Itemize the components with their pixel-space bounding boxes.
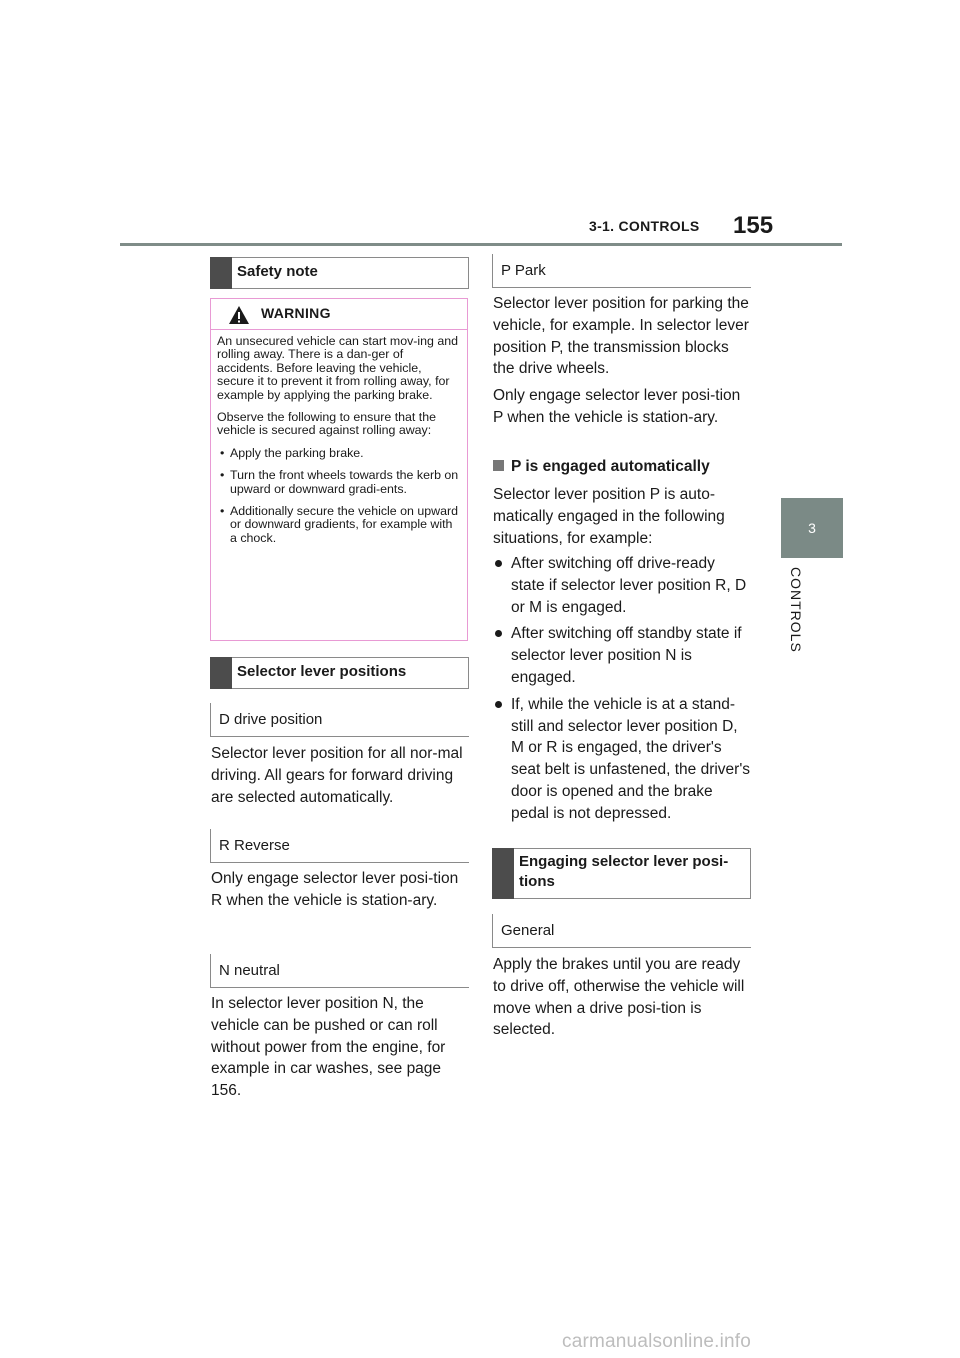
general-text: Apply the brakes until you are ready to drive off, otherwise the vehicle will move when a drive posi-tion is selected. [493,956,745,1039]
warning-paragraph: An unsecured vehicle can start mov-ing and rolling away. There is a dan-ger of accidents. Before leaving the vehicle, secure it to prevent it from rolling away, for example by applying the parking brake. [217,334,459,402]
chapter-number: 3 [808,520,816,536]
auto-engage-heading [493,458,751,476]
general-heading [492,914,751,948]
square-bullet-icon [493,460,504,471]
engaging-positions-title: Engaging selector lever posi-tions [519,853,729,890]
auto-engage-title: P is engaged automatically [511,458,710,475]
warning-paragraph: Observe the following to ensure that the vehicle is secured against rolling away: [217,410,437,438]
chapter-label: CONTROLS [788,567,804,653]
n-neutral-heading [210,954,469,988]
warning-list [217,447,461,545]
safety-note-title: Safety note [237,263,318,280]
warning-header [211,299,467,330]
heading-block [492,848,514,899]
chapter-tab [781,498,843,558]
warning-body [217,335,461,554]
general-title: General [501,922,555,939]
r-reverse-text: Only engage selector lever posi-tion R when the vehicle is station-ary. [211,870,459,909]
p-park-heading [492,254,751,288]
auto-engage-item: After switching off drive-ready state if selector lever position R, D or M is engaged. [493,553,751,618]
auto-engage-list [493,553,751,830]
heading-block [210,657,232,689]
warning-list-item: • Apply the parking brake. [217,447,461,460]
d-drive-heading [210,703,469,737]
section-header: 3-1. CONTROLS [589,218,700,234]
d-drive-title: D drive position [219,711,323,728]
warning-list-item: • Additionally secure the vehicle on upward or downward gradients, for example with a chock. [217,505,461,545]
watermark: carmanualsonline.info [562,1331,752,1352]
auto-engage-item: After switching off standby state if selector lever position N is engaged. [493,623,751,688]
warning-box [210,298,468,641]
safety-note-heading [210,257,469,289]
p-park-title: P Park [501,262,546,279]
selector-positions-title: Selector lever positions [237,663,407,680]
p-park-text-2: Only engage selector lever posi-tion P when the vehicle is station-ary. [493,387,741,426]
warning-triangle-icon [228,305,250,325]
page-number: 155 [733,212,774,239]
auto-engage-item: If, while the vehicle is at a stand-still and selector lever position D, M or R is engaged, the driver's seat belt is unfastened, the driver's door is opened and the brake pedal is not depressed. [493,694,751,825]
selector-positions-heading [210,657,469,689]
d-drive-text: Selector lever position for all nor-mal driving. All gears for forward driving are selected automatically. [211,745,463,806]
r-reverse-title: R Reverse [219,837,290,854]
heading-block [210,257,232,289]
n-neutral-title: N neutral [219,962,280,979]
auto-engage-intro: Selector lever position P is auto-matically engaged in the following situations, for example: [493,486,725,547]
p-park-text: Selector lever position for parking the vehicle, for example. In selector lever position P, the transmission blocks the drive wheels. [493,295,749,378]
r-reverse-heading [210,829,469,863]
n-neutral-text: In selector lever position N, the vehicle can be pushed or can roll without power from the engine, for example in car washes, see page 156. [211,995,446,1100]
warning-title: WARNING [261,305,331,321]
warning-list-item: • Turn the front wheels towards the kerb on upward or downward gradi-ents. [217,469,461,496]
header-divider [120,243,842,246]
engaging-positions-heading [492,848,751,899]
